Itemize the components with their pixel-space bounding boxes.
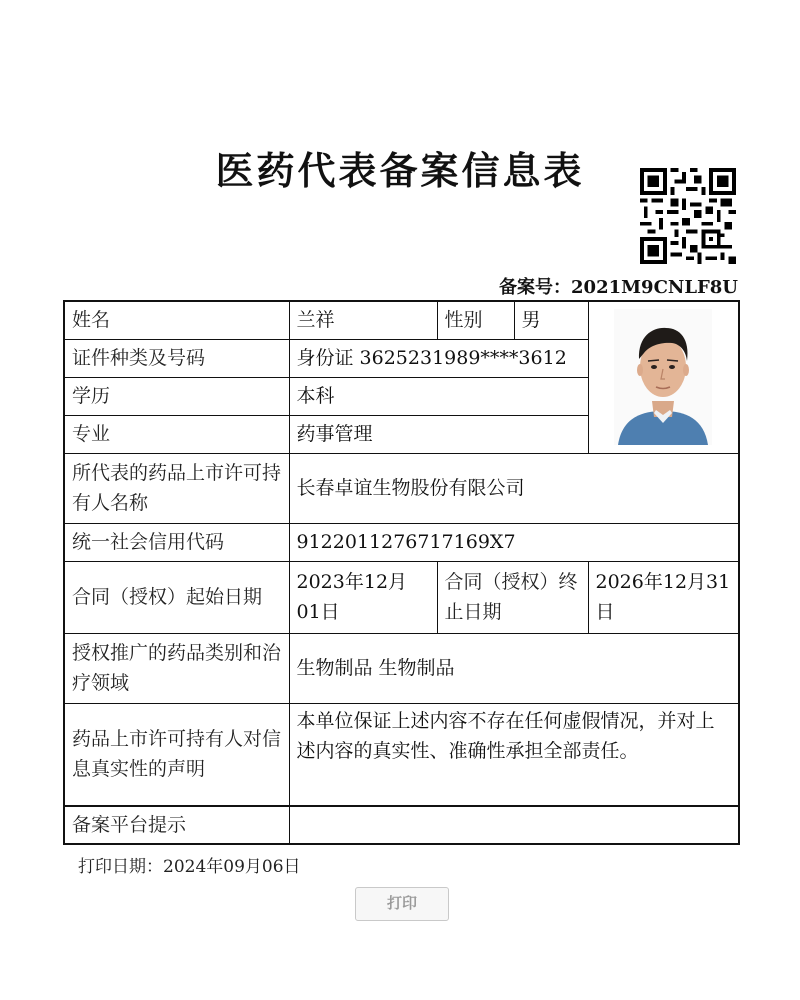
- education-value: 本科: [289, 377, 588, 415]
- print-date-label: 打印日期：: [78, 857, 163, 877]
- statement-value: 本单位保证上述内容不存在任何虚假情况，并对上述内容的真实性、准确性承担全部责任。: [289, 703, 739, 806]
- education-label: 学历: [64, 377, 289, 415]
- record-number-label: 备案号：: [499, 277, 572, 298]
- major-value: 药事管理: [289, 415, 588, 453]
- table-row: [64, 561, 739, 633]
- holder-label: 所代表的药品上市许可持有人名称: [64, 453, 289, 523]
- contract-start-label: 合同（授权）起始日期: [64, 561, 289, 633]
- credit-code-value: 9122011276717169X7: [289, 523, 739, 561]
- table-row: [64, 453, 739, 523]
- id-label: 证件种类及号码: [64, 339, 289, 377]
- gender-label: 性别: [437, 301, 514, 339]
- category-label: 授权推广的药品类别和治疗领域: [64, 633, 289, 703]
- print-date-value: 2024年09月06日: [163, 857, 301, 877]
- print-date: [78, 852, 301, 877]
- page-title: 医药代表备案信息表: [215, 148, 585, 193]
- avatar: [614, 309, 712, 445]
- name-value: 兰祥: [289, 301, 437, 339]
- qr-code-icon: [640, 168, 736, 264]
- statement-label: 药品上市许可持有人对信息真实性的声明: [64, 703, 289, 806]
- info-table: [63, 300, 740, 845]
- contract-start-value: 2023年12月01日: [289, 561, 437, 633]
- table-row: [64, 703, 739, 806]
- table-row: [64, 633, 739, 703]
- table-row: [64, 301, 739, 339]
- person-portrait-icon: [614, 309, 712, 445]
- platform-label: 备案平台提示: [64, 806, 289, 844]
- photo-cell: [588, 301, 739, 453]
- major-label: 专业: [64, 415, 289, 453]
- name-label: 姓名: [64, 301, 289, 339]
- table-row: [64, 523, 739, 561]
- print-button[interactable]: 打印: [355, 887, 449, 921]
- holder-value: 长春卓谊生物股份有限公司: [289, 453, 739, 523]
- record-number: [499, 273, 738, 299]
- credit-code-label: 统一社会信用代码: [64, 523, 289, 561]
- category-value: 生物制品 生物制品: [289, 633, 739, 703]
- contract-end-label: 合同（授权）终止日期: [437, 561, 588, 633]
- record-number-value: 2021M9CNLF8U: [571, 277, 738, 298]
- table-row: [64, 806, 739, 844]
- contract-end-value: 2026年12月31日: [588, 561, 739, 633]
- platform-value: [289, 806, 739, 844]
- gender-value: 男: [514, 301, 588, 339]
- id-value: 身份证 3625231989****3612: [289, 339, 588, 377]
